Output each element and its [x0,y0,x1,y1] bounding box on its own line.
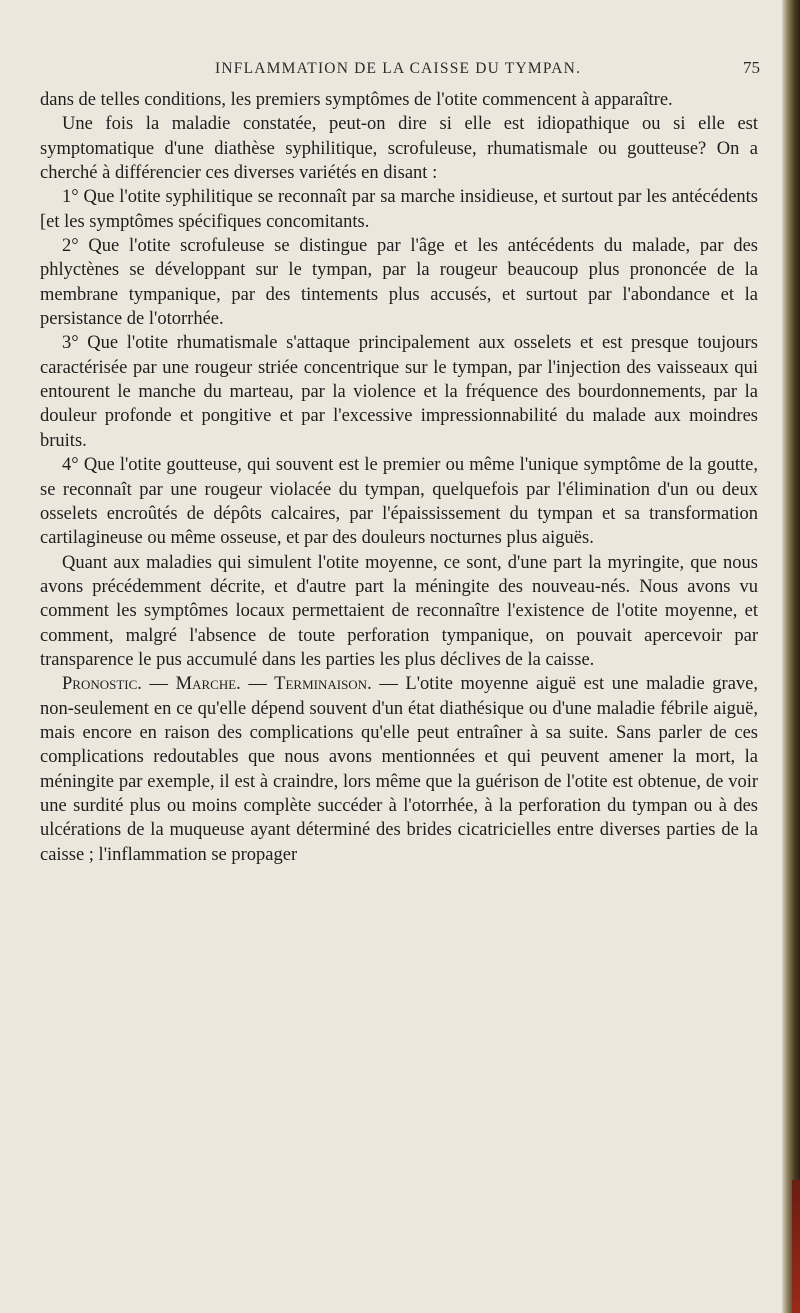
paragraph: 1° Que l'otite syphilitique se reconnaît par sa marche insidieuse, et surtout par les antécédents [et les symptômes spécifiques concomitants. [40,187,758,232]
paragraph-text: — L'otite moyenne aiguë est une maladie grave, non-seulement en ce qu'elle dépend souvent d'un état diathésique ou d'une maladie fébrile aiguë, mais encore en raison des complications qu'elle peut entraîner à sa suite. Sans parler de ces complications redoutables que nous avons mentionnées et qui peuvent amener la mort, la méningite par exemple, il est à craindre, lors même que la guérison de l'otite est obtenue, de voir une surdité plus ou moins complète succéder à l'otorrhée, à la perforation du tympan ou à des ulcérations de la muqueuse ayant déterminé des brides cicatricielles entre diverses parties de la caisse ; l'inflammation se propager [40,674,758,865]
paragraph: 3° Que l'otite rhumatismale s'attaque principalement aux osselets et est presque toujours caractérisée par une rougeur striée concentrique sur le tympan, par l'injection des vaisseaux qui entourent le manche du marteau, par la violence et la fréquence des bourdonnements, par la douleur profonde et pongitive et par l'excessive impressionnabilité du malade aux moindres bruits. [40,333,758,451]
section-heading: Pronostic. — Marche. — Terminaison. [62,674,372,695]
paragraph-pronostic [40,672,758,867]
paragraph: Une fois la maladie constatée, peut-on dire si elle est idiopathique ou si elle est symptomatique d'une diathèse syphilitique, scrofuleuse, rhumatismale ou goutteuse? On a cherché à différencier ces diverses variétés en disant : [40,114,758,184]
page-edge-stain [792,1180,800,1313]
paragraph: Quant aux maladies qui simulent l'otite moyenne, ce sont, d'une part la myringite, que nous avons précédemment décrite, et d'autre part la méningite des nouveau-nés. Nous avons vu comment les symptômes locaux permettaient de reconnaître l'existence de l'otite moyenne, et comment, malgré l'absence de toute perforation tympanique, on pouvait apercevoir par transparence le pus accumulé dans les parties les plus déclives de la caisse. [40,552,758,670]
paragraph: dans de telles conditions, les premiers symptômes de l'otite commencent à apparaître. [40,90,673,110]
page-header [0,60,800,82]
body-text [40,88,758,867]
page-edge [782,0,800,1313]
paragraph: 2° Que l'otite scrofuleuse se distingue par l'âge et les antécédents du malade, par des phlyctènes se développant sur le tympan, par la rougeur beaucoup plus prononcée de la membrane tympanique, par des tintements plus accusés, et surtout par l'abondance et la persistance de l'otorrhée. [40,236,758,330]
running-head: INFLAMMATION DE LA CAISSE DU TYMPAN. [215,60,582,77]
paragraph: 4° Que l'otite goutteuse, qui souvent est le premier ou même l'unique symptôme de la goutte, se reconnaît par une rougeur violacée du tympan, quelquefois par l'élimination d'un ou deux osselets encroûtés de dépôts calcaires, par l'épaississement du tympan et sa transformation cartilagineuse ou même osseuse, et par des douleurs nocturnes plus aiguës. [40,455,758,549]
page-number: 75 [743,58,760,77]
